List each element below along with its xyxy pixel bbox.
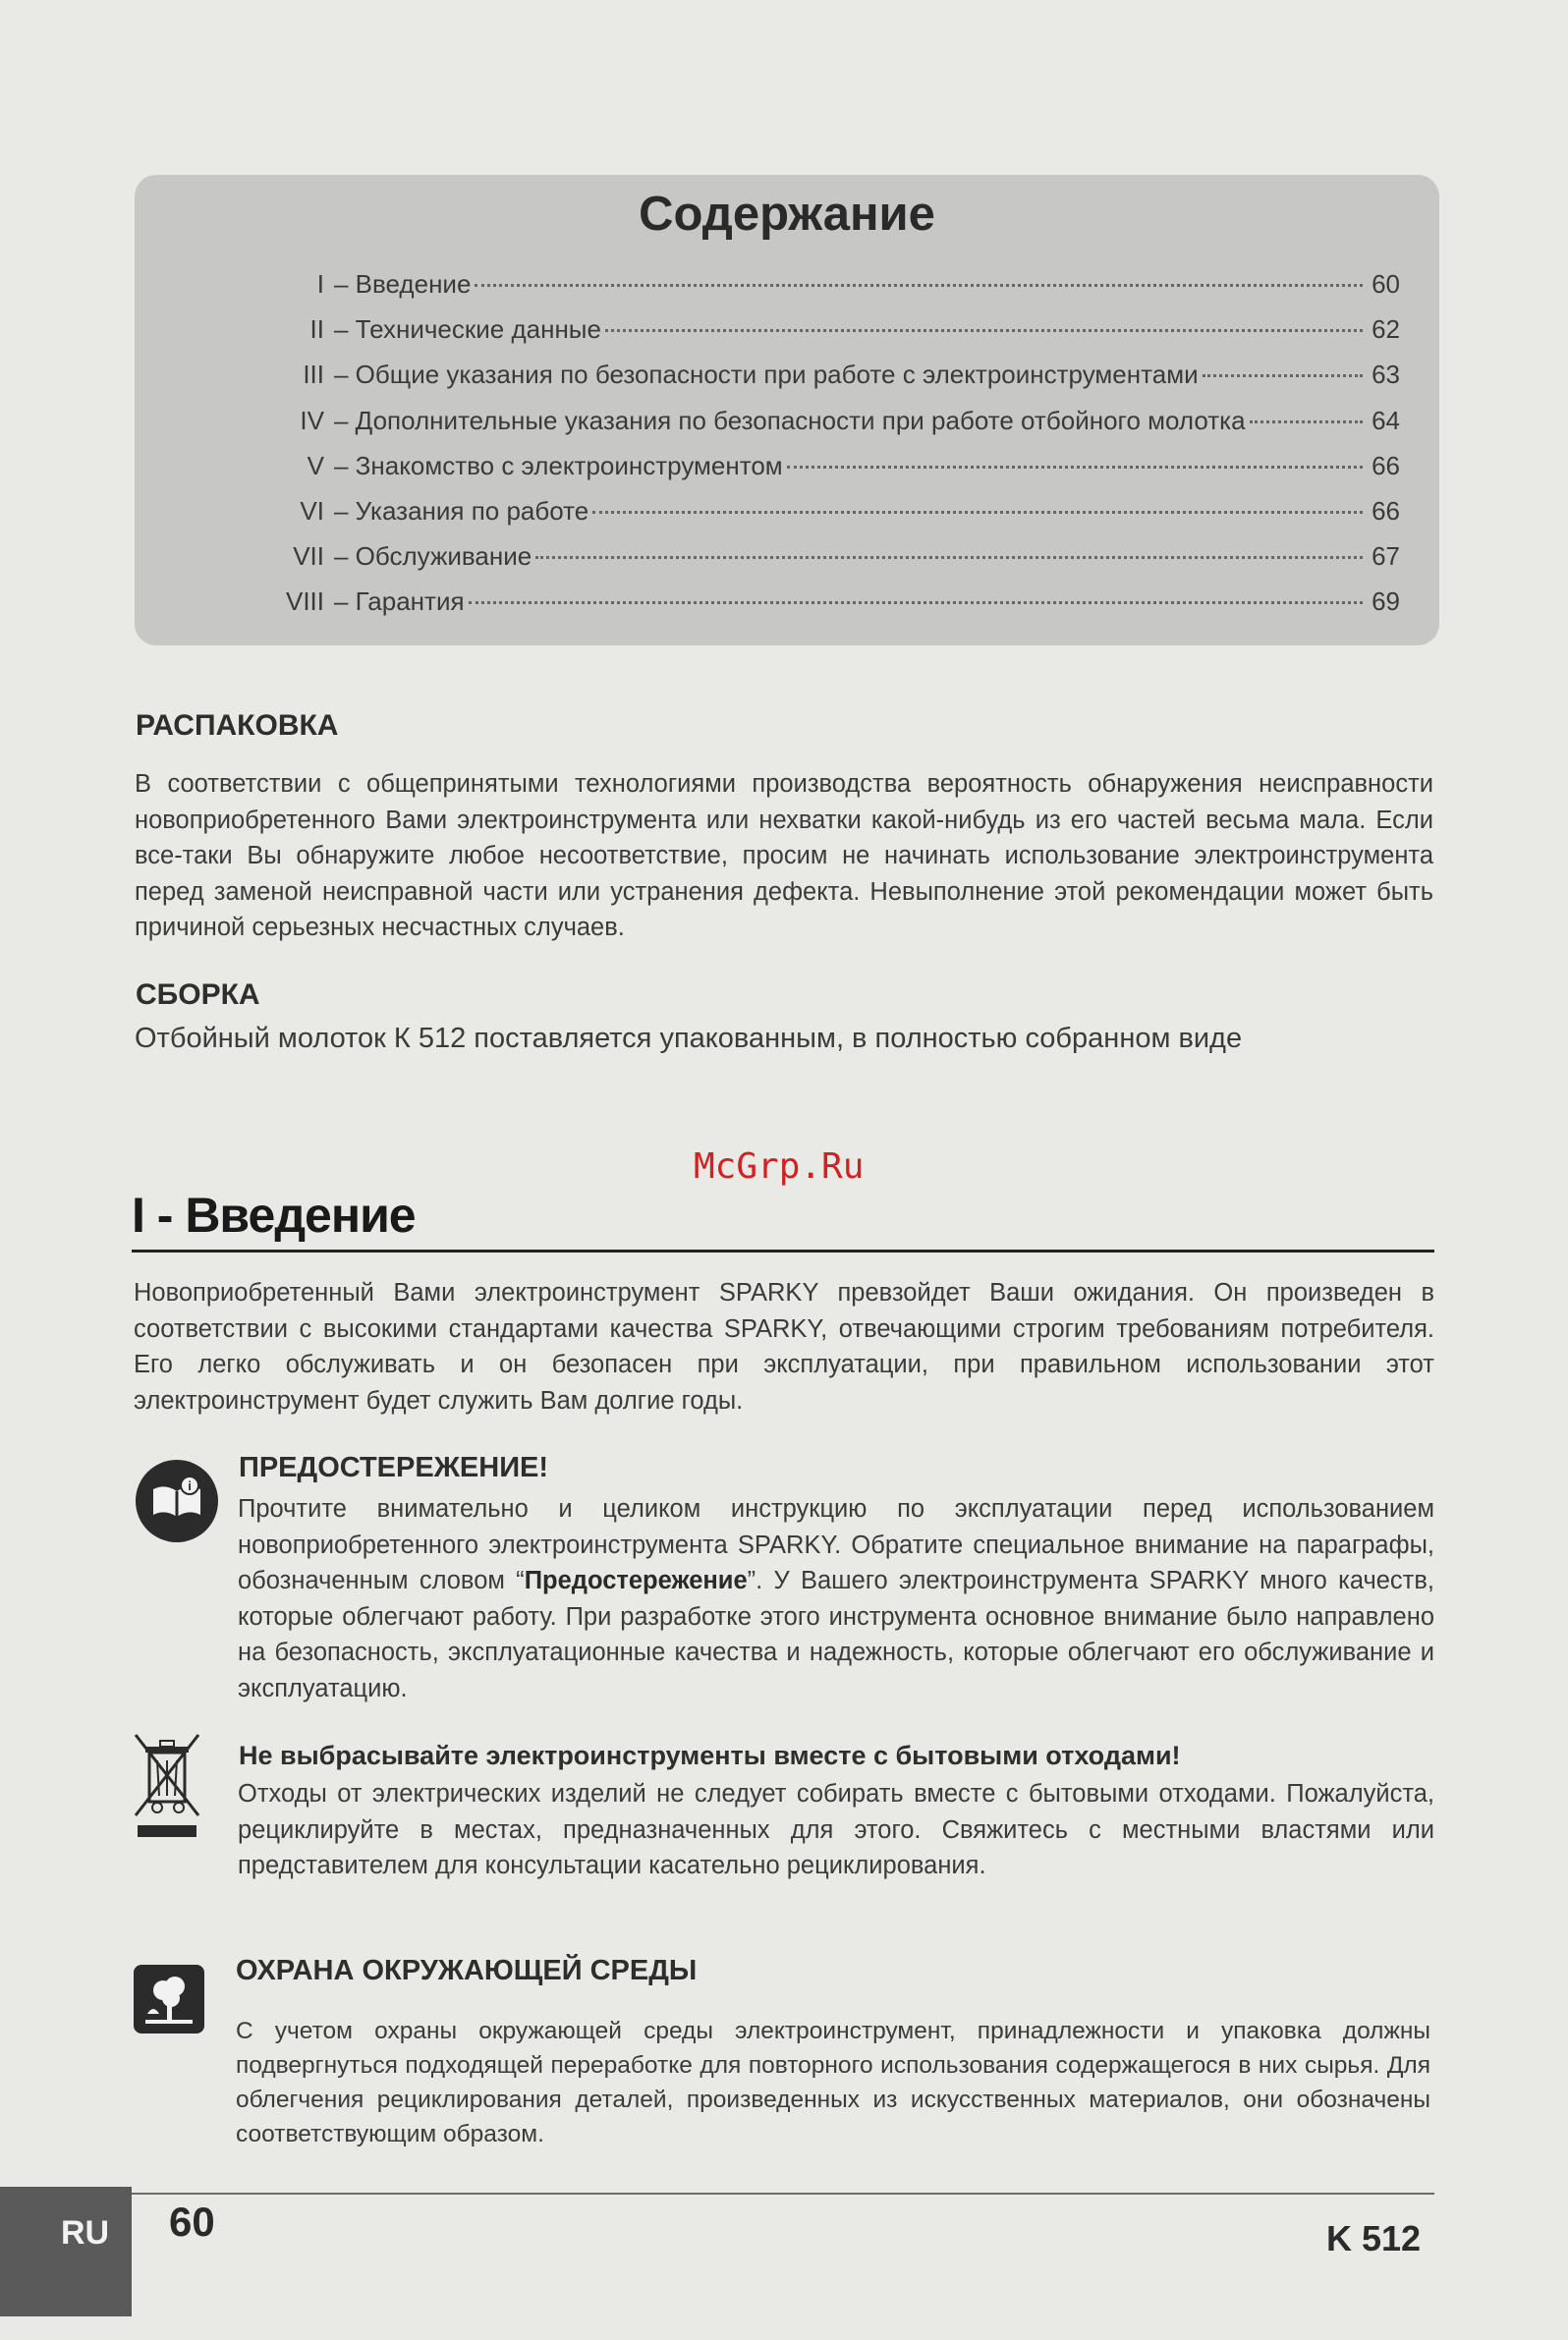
toc-item — [135, 586, 1400, 626]
toc-item-label: – Знакомство с электроинструментом — [334, 450, 783, 480]
environment-text: С учетом охраны окружающей среды электроинструмент, принадлежности и упаковка должны подвергнуться подходящей переработке для повторного использования содержащегося в них сырья. Для облегчения рециклирования деталей, произведенных из искусственных материалов, они обозначены соответствующим образом. — [236, 2018, 1430, 2147]
warning-heading: ПРЕДОСТЕРЕЖЕНИЕ! — [239, 1452, 549, 1483]
watermark-text: McGrp.Ru — [694, 1146, 865, 1187]
intro-text: Новоприобретенный Вами электроинструмент SPARKY превзойдет Ваши ожидания. Он произведен в соответствии с высокими стандартами качества SPARKY, отвечающими строгим требованиям потребителя. Его легко обслуживать и он безопасен при эксплуатации, при правильном использовании этот электроинструмент будет служить Вам долгие годы. — [134, 1279, 1434, 1415]
toc-title: Содержание — [639, 188, 935, 241]
heading-rule — [132, 1250, 1434, 1253]
toc-item-line — [334, 314, 1400, 345]
crossed-bin-icon — [132, 1731, 202, 1841]
toc-item-number: VI — [300, 496, 324, 526]
intro-heading: I - Введение — [132, 1188, 416, 1243]
toc-leader-dots — [469, 601, 1363, 604]
toc-item — [135, 269, 1400, 308]
toc-item-page: 63 — [1372, 360, 1400, 390]
toc-item-line — [334, 586, 1400, 617]
toc-item-line — [334, 541, 1400, 572]
toc-item-page: 62 — [1372, 314, 1400, 345]
toc-item-line — [334, 406, 1400, 436]
toc-item — [135, 451, 1400, 490]
read-manual-icon — [134, 1458, 220, 1544]
toc-item-line — [334, 496, 1400, 527]
toc-item-page: 66 — [1372, 450, 1400, 480]
toc-item-label: – Общие указания по безопасности при работе с электроинструментами — [334, 360, 1199, 390]
page-number: 60 — [169, 2199, 215, 2245]
toc-leader-dots — [1203, 374, 1363, 377]
toc-item-label: – Гарантия — [334, 586, 465, 617]
toc-leader-dots — [787, 466, 1363, 469]
toc-leader-dots — [592, 511, 1363, 514]
toc-item — [135, 360, 1400, 399]
toc-item-line — [334, 451, 1400, 481]
svg-text:i: i — [188, 1478, 192, 1493]
toc-leader-dots — [535, 556, 1363, 559]
toc-item — [135, 406, 1400, 445]
assembly-heading: СБОРКА — [136, 978, 260, 1011]
toc-item-page: 60 — [1372, 269, 1400, 299]
toc-item-line — [334, 269, 1400, 300]
toc-item-label: – Обслуживание — [334, 541, 532, 572]
toc-item-number: IV — [300, 405, 324, 435]
toc-item-number: VIII — [285, 586, 324, 617]
unpacking-text: В соответствии с общепринятыми технологиями производства вероятность обнаружения неисправности новоприобретенного Вами электроинструмента или нехватки какой-нибудь из его частей весьма мала. Если все-таки Вы обнаружите любое несоответствие, просим не начинать использование электроинструмента перед заменой неисправной части или устранения дефекта. Невыполнение этой рекомендации может быть причиной серьезных несчастных случаев. — [135, 770, 1433, 941]
toc-leader-dots — [1250, 420, 1363, 423]
toc-item — [135, 541, 1400, 581]
unpacking-heading: РАСПАКОВКА — [136, 709, 339, 742]
environment-icon — [134, 1965, 204, 2034]
language-tab — [0, 2187, 132, 2316]
toc-item-page: 64 — [1372, 405, 1400, 435]
language-code: RU — [61, 2214, 110, 2252]
disposal-text: Отходы от электрических изделий не следует собирать вместе с бытовыми отходами. Пожалуйста, рециклируйте в местах, предназначенных для этого. Свяжитесь с местными властями или представителем для консультации касательно рециклирования. — [238, 1780, 1434, 1879]
toc-leader-dots — [605, 329, 1363, 332]
toc-item-page: 67 — [1372, 541, 1400, 572]
toc-item-label: – Технические данные — [334, 314, 601, 345]
toc-item-number: II — [309, 314, 324, 345]
toc-item-label: – Дополнительные указания по безопасности при работе отбойного молотка — [334, 405, 1246, 435]
environment-heading: ОХРАНА ОКРУЖАЮЩЕЙ СРЕДЫ — [236, 1955, 698, 1986]
toc-item — [135, 314, 1400, 354]
table-of-contents — [135, 175, 1439, 645]
toc-item-number: V — [307, 450, 324, 480]
toc-item-label: – Введение — [334, 269, 472, 299]
footer-rule — [132, 2193, 1434, 2195]
model-name: K 512 — [1326, 2218, 1422, 2258]
toc-item-number: VII — [293, 541, 324, 572]
toc-item-label: – Указания по работе — [334, 496, 589, 526]
toc-item-number: III — [303, 360, 324, 390]
toc-item-number: I — [316, 269, 324, 299]
toc-item-page: 69 — [1372, 586, 1400, 617]
toc-item-page: 66 — [1372, 496, 1400, 526]
toc-item-line — [334, 360, 1400, 390]
warning-text: Прочтите внимательно и целиком инструкцию по эксплуатации перед использованием новоприобретенного электроинструмента SPARKY. Обратите специальное внимание на параграфы, обозначенным словом “Предостережение”. У Вашего электроинструмента SPARKY много качеств, которые облегчают работу. При разработке этого инструмента основное внимание было направлено на безопасность, эксплуатационные качества и надежность, которые облегчают его обслуживание и эксплуатацию. — [238, 1495, 1434, 1702]
disposal-heading: Не выбрасывайте электроинструменты вместе с бытовыми отходами! — [239, 1741, 1181, 1770]
assembly-text: Отбойный молоток К 512 поставляется упакованным, в полностью собранном виде — [135, 1023, 1243, 1054]
toc-leader-dots — [475, 284, 1363, 287]
toc-item — [135, 496, 1400, 535]
